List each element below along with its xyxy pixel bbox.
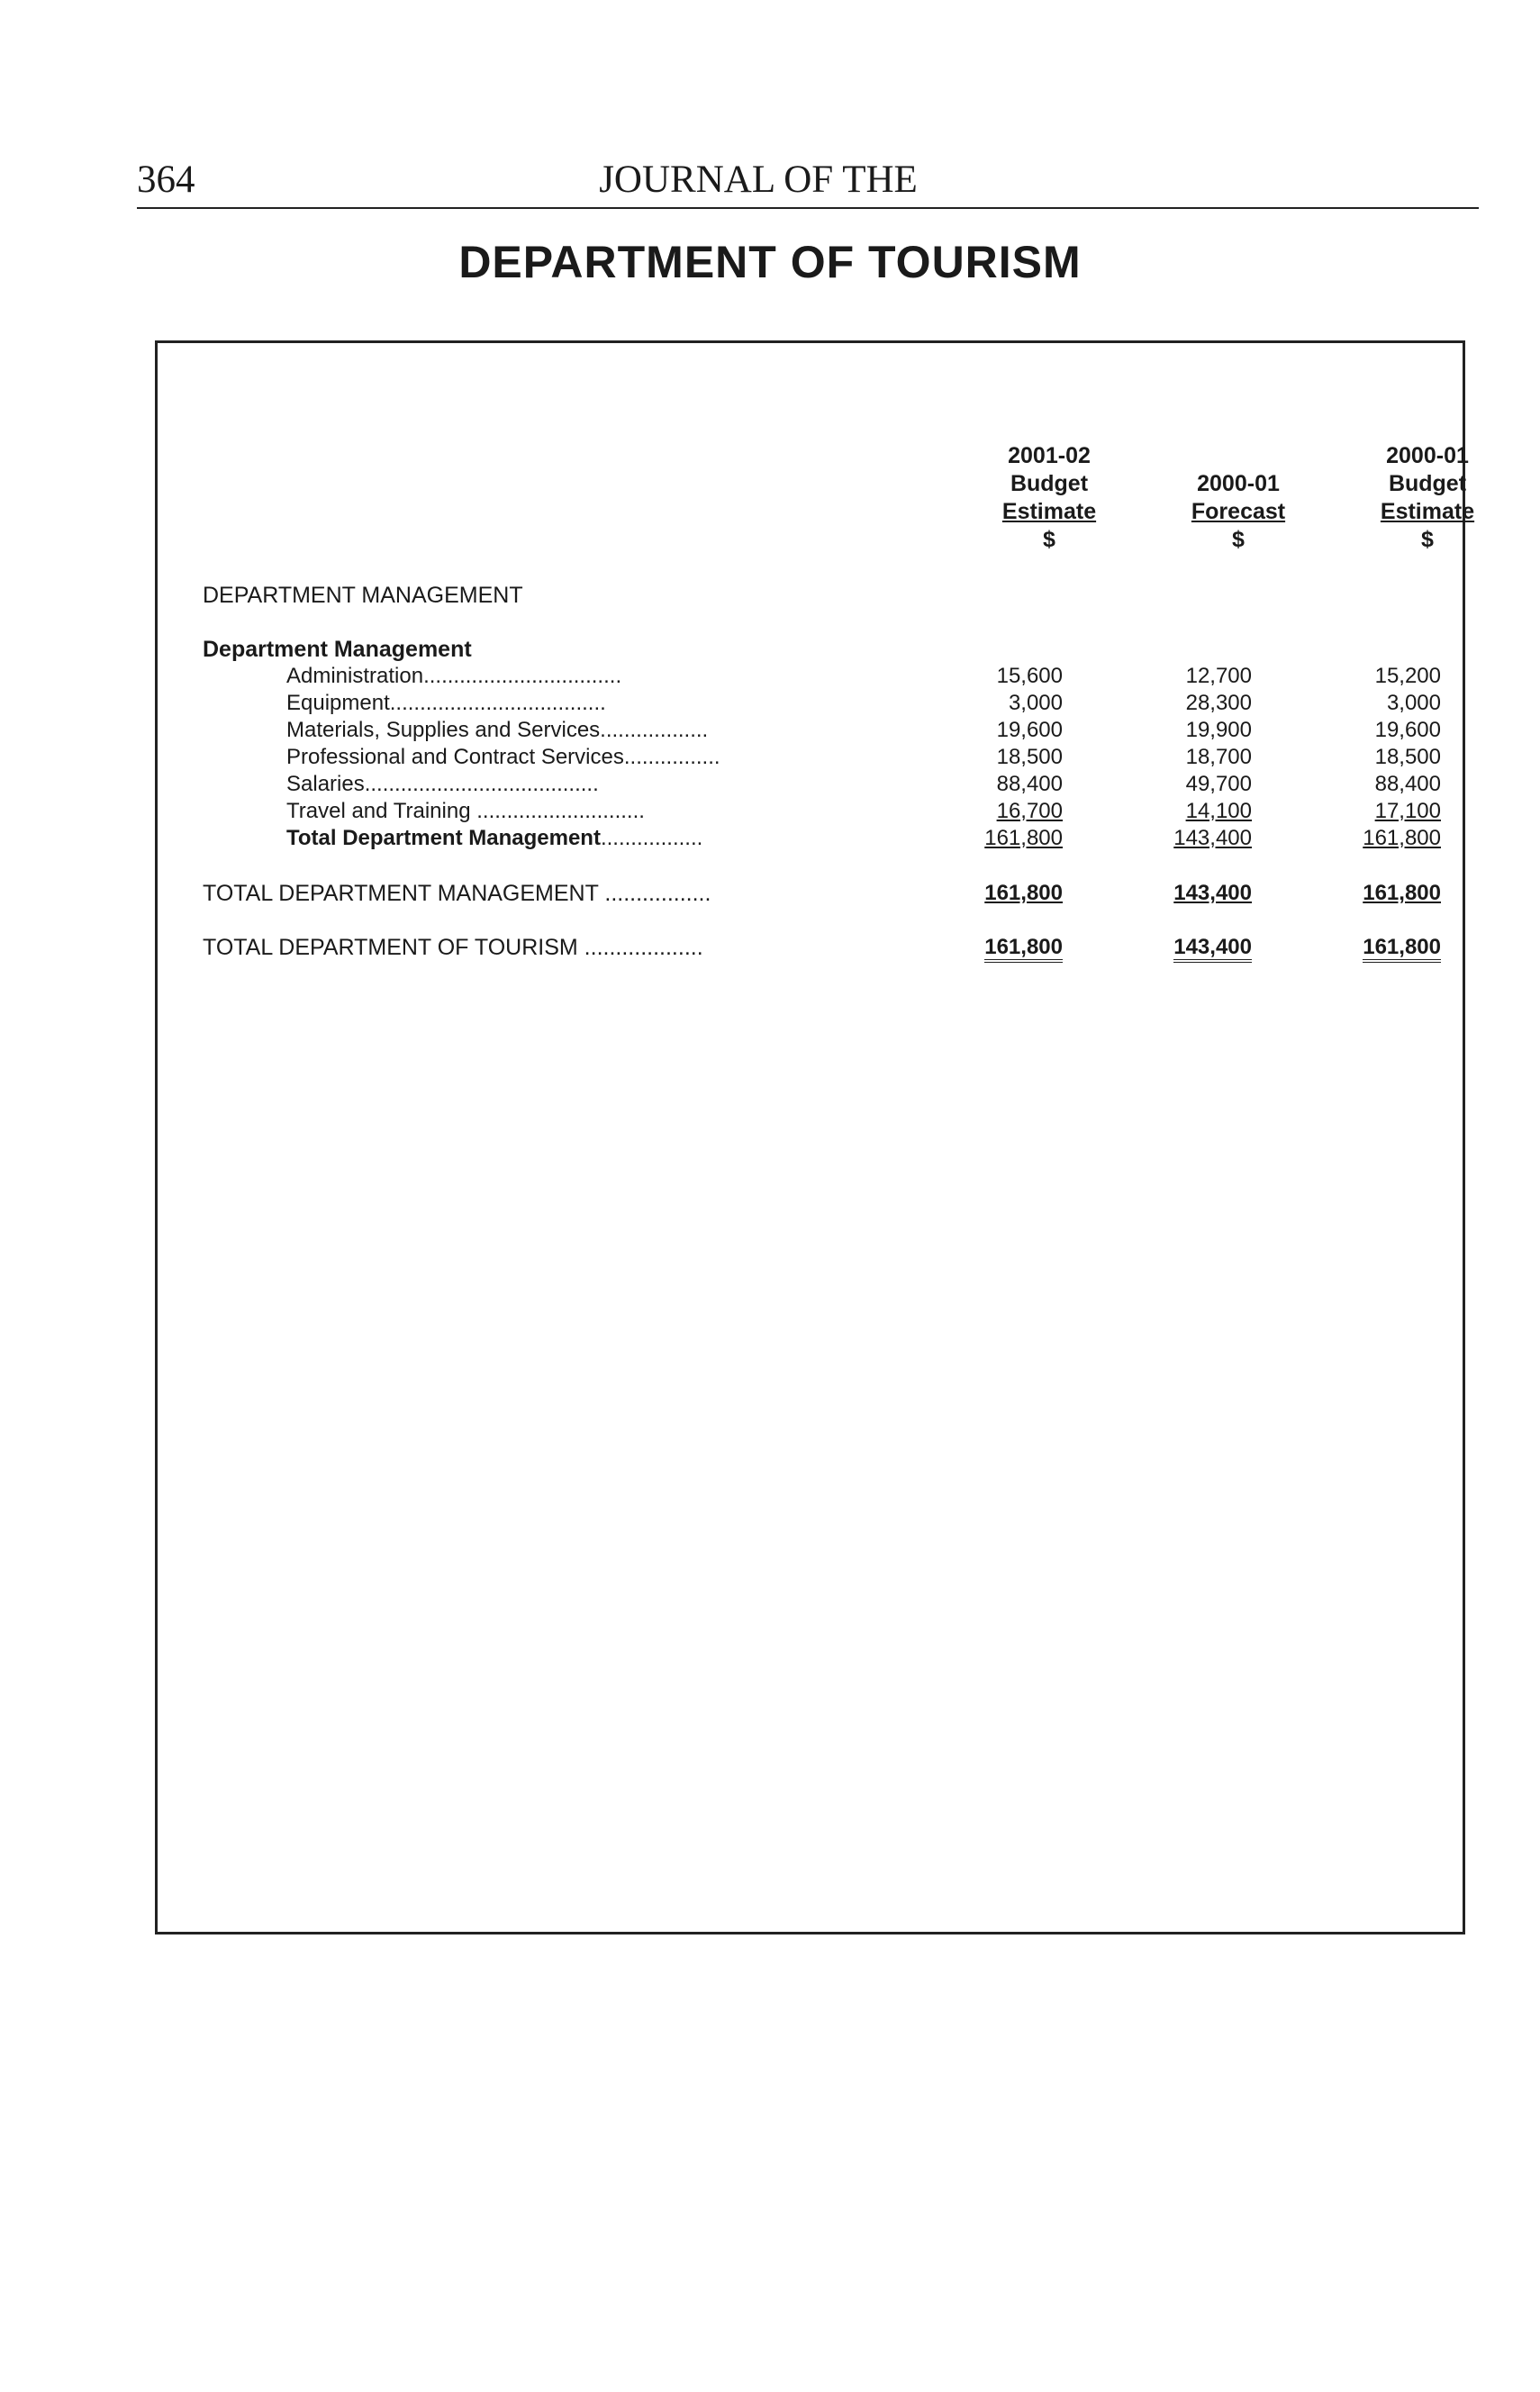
value-budget-2001-02: 19,600 [996,718,1063,742]
value-forecast-2000-01: 143,400 [1173,881,1252,905]
value-forecast-2000-01: 143,400 [1173,826,1252,850]
value-budget-2000-01: 18,500 [1374,745,1441,769]
leader-dots: ................. [600,826,703,850]
value-budget-2000-01: 161,800 [1363,881,1441,905]
value-budget-2001-02: 18,500 [996,745,1063,769]
row-label: Equipment [286,691,390,715]
section-heading: DEPARTMENT MANAGEMENT [203,583,523,608]
leader-dots: ....................................... [364,772,599,796]
value-forecast-2000-01: 143,400 [1173,935,1252,963]
row-label: TOTAL DEPARTMENT OF TOURISM [203,935,578,960]
value-forecast-2000-01: 18,700 [1185,745,1252,769]
leader-dots: ................. [598,881,711,906]
value-forecast-2000-01: 12,700 [1185,664,1252,688]
value-budget-2000-01: 15,200 [1374,664,1441,688]
row-label: TOTAL DEPARTMENT MANAGEMENT [203,881,599,906]
value-budget-2000-01: 161,800 [1363,826,1441,850]
column-header-forecast-2000-01: 2000-01 Forecast $ [1191,471,1286,552]
column-header-budget-2000-01: 2000-01 Budget Estimate $ [1380,443,1475,552]
row-label: Travel and Training [286,799,471,823]
column-header-budget-2001-02: 2001-02 Budget Estimate $ [1001,443,1097,552]
value-budget-2001-02: 88,400 [996,772,1063,796]
budget-table-frame [155,340,1475,1934]
journal-title: JOURNAL OF THE [599,159,918,201]
value-forecast-2000-01: 49,700 [1185,772,1252,796]
value-forecast-2000-01: 19,900 [1185,718,1252,742]
leader-dots: ................................. [423,664,622,688]
value-budget-2001-02: 161,800 [984,881,1063,905]
page-title: DEPARTMENT OF TOURISM [458,237,1082,287]
leader-dots: ................... [577,935,703,960]
value-budget-2000-01: 19,600 [1374,718,1441,742]
page-number: 364 [137,159,195,201]
value-budget-2001-02: 3,000 [1008,691,1063,715]
row-label: Materials, Supplies and Services [286,718,601,742]
row-label: Total Department Management [286,826,601,850]
value-budget-2000-01: 88,400 [1374,772,1441,796]
row-label: Administration [286,664,424,688]
value-budget-2000-01: 3,000 [1386,691,1441,715]
value-budget-2001-02: 161,800 [984,826,1063,850]
leader-dots: .................. [600,718,709,742]
value-budget-2001-02: 16,700 [996,799,1063,823]
value-budget-2001-02: 15,600 [996,664,1063,688]
value-budget-2000-01: 161,800 [1363,935,1441,963]
row-label: Salaries [286,772,365,796]
row-label: Professional and Contract Services [286,745,624,769]
leader-dots: .................................... [389,691,606,715]
value-budget-2001-02: 161,800 [984,935,1063,963]
value-forecast-2000-01: 14,100 [1185,799,1252,823]
leader-dots: ................ [623,745,720,769]
value-budget-2000-01: 17,100 [1374,799,1441,823]
running-head [137,151,1479,209]
subsection-heading: Department Management [203,637,472,662]
value-forecast-2000-01: 28,300 [1185,691,1252,715]
leader-dots: ............................ [470,799,645,823]
